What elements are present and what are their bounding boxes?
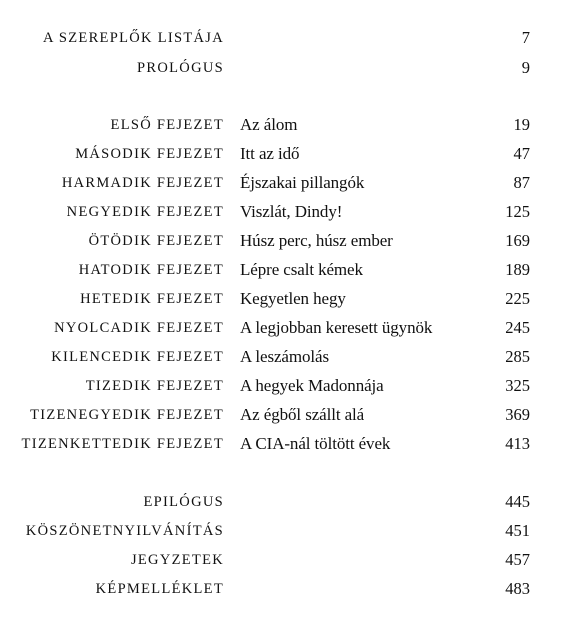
chapter-title: Itt az idő — [240, 144, 300, 163]
chapter-label: HATODIK FEJEZET — [78, 262, 224, 278]
entry-page-number: 483 — [505, 579, 530, 598]
chapter-label: HARMADIK FEJEZET — [61, 175, 224, 191]
chapter-title: Húsz perc, húsz ember — [240, 231, 393, 250]
toc-entry-chapter-5 — [0, 231, 568, 255]
chapter-title: A CIA-nál töltött évek — [240, 434, 391, 453]
toc-entry-photo-appendix — [0, 579, 568, 603]
toc-entry-chapter-2 — [0, 144, 568, 168]
chapter-page-number: 325 — [505, 376, 530, 395]
entry-page-number: 445 — [505, 492, 530, 511]
toc-entry-chapter-8 — [0, 318, 568, 342]
chapter-page-number: 413 — [505, 434, 530, 453]
toc-entry-chapter-12 — [0, 434, 568, 458]
toc-entry-chapter-10 — [0, 376, 568, 400]
chapter-label: TIZEDIK FEJEZET — [85, 378, 224, 394]
chapter-page-number: 189 — [505, 260, 530, 279]
chapter-label: TIZENEGYEDIK FEJEZET — [30, 407, 224, 423]
entry-label: KÖSZÖNETNYILVÁNÍTÁS — [25, 523, 224, 539]
toc-entry-chapter-9 — [0, 347, 568, 371]
chapter-page-number: 169 — [505, 231, 530, 250]
chapter-label: TIZENKETTEDIK FEJEZET — [21, 436, 224, 452]
toc-entry-acknowledgements — [0, 521, 568, 545]
chapter-page-number: 47 — [513, 144, 530, 163]
chapter-title: A hegyek Madonnája — [240, 376, 384, 395]
entry-page-number: 457 — [505, 550, 530, 569]
chapter-label: NEGYEDIK FEJEZET — [66, 204, 224, 220]
chapter-page-number: 225 — [505, 289, 530, 308]
toc-entry-chapter-4 — [0, 202, 568, 226]
chapter-label: MÁSODIK FEJEZET — [75, 146, 224, 162]
chapter-page-number: 125 — [505, 202, 530, 221]
chapter-title: Éjszakai pillangók — [240, 173, 365, 192]
entry-label: KÉPMELLÉKLET — [95, 581, 224, 597]
toc-entry-chapter-7 — [0, 289, 568, 313]
toc-entry-chapter-6 — [0, 260, 568, 284]
entry-label: EPILÓGUS — [143, 494, 224, 510]
chapter-label: HETEDIK FEJEZET — [80, 291, 224, 307]
toc-entry-chapter-11 — [0, 405, 568, 429]
chapter-label: NYOLCADIK FEJEZET — [54, 320, 224, 336]
chapter-page-number: 245 — [505, 318, 530, 337]
entry-page-number: 451 — [505, 521, 530, 540]
entry-page-number: 7 — [521, 28, 530, 47]
entry-label: PROLÓGUS — [137, 60, 224, 76]
chapter-label: KILENCEDIK FEJEZET — [51, 349, 224, 365]
chapter-title: Az égből szállt alá — [240, 405, 365, 424]
toc-entry-cast-list — [0, 28, 568, 52]
chapter-label: ÖTÖDIK FEJEZET — [88, 233, 224, 249]
chapter-page-number: 369 — [505, 405, 530, 424]
toc-entry-epilogue — [0, 492, 568, 516]
chapter-label: ELSŐ FEJEZET — [110, 117, 224, 133]
toc-entry-notes — [0, 550, 568, 574]
chapter-title: A leszámolás — [240, 347, 329, 366]
chapter-title: A legjobban keresett ügynök — [240, 318, 433, 337]
entry-page-number: 9 — [521, 58, 530, 77]
chapter-title: Kegyetlen hegy — [240, 289, 346, 308]
chapter-title: Lépre csalt kémek — [240, 260, 363, 279]
toc-entry-prologue — [0, 58, 568, 82]
chapter-page-number: 19 — [513, 115, 530, 134]
entry-label: JEGYZETEK — [130, 552, 224, 568]
toc-entry-chapter-1 — [0, 115, 568, 139]
chapter-page-number: 87 — [513, 173, 530, 192]
toc-entry-chapter-3 — [0, 173, 568, 197]
entry-label: A SZEREPLŐK LISTÁJA — [43, 30, 224, 46]
chapter-title: Az álom — [240, 115, 298, 134]
chapter-title: Viszlát, Dindy! — [240, 202, 343, 221]
chapter-page-number: 285 — [505, 347, 530, 366]
